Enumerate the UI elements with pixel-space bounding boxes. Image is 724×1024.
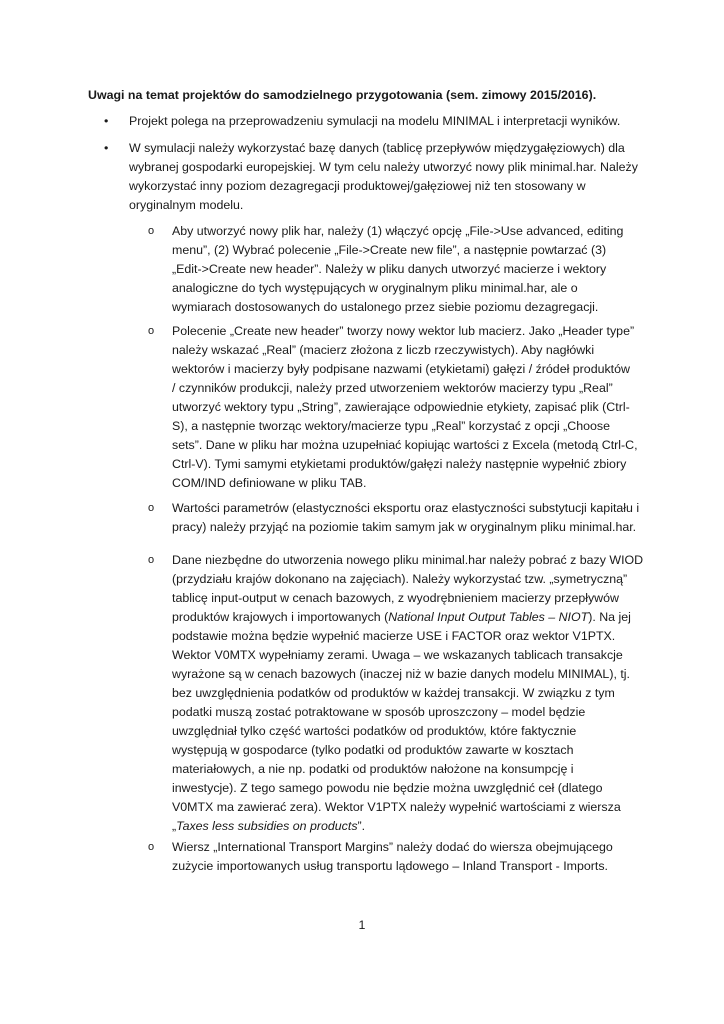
sub-bullet-marker: o	[148, 841, 155, 853]
sub-bullet-marker: o	[148, 554, 155, 566]
sub-bullet-marker: o	[148, 502, 155, 514]
sub-bullet-item	[148, 551, 646, 836]
sub-bullet-item	[148, 838, 646, 876]
sub-bullet-text: Wiersz „International Transport Margins” należy dodać do wiersza obejmującego zużycie importowanych usług transportu lądowego – Inland Transport - Imports.	[172, 840, 613, 873]
sub-bullet-item	[148, 222, 646, 317]
document-title: Uwagi na temat projektów do samodzielnego przygotowania (sem. zimowy 2015/2016).	[88, 88, 597, 102]
bullet-item	[88, 139, 648, 215]
taxes-italic: Taxes less subsidies on products	[176, 819, 358, 833]
niot-italic: National Input Output Tables – NIOT	[388, 610, 589, 624]
sub-bullet-text: Wartości parametrów (elastyczności eksportu oraz elastyczności substytucji kapitału i pracy) należy przyjąć na poziomie takim samym jak w oryginalnym pliku minimal.har.	[172, 501, 640, 534]
sub-bullet-text: Aby utworzyć nowy plik har, należy (1) włączyć opcję „File->Use advanced, editing menu”, (2) Wybrać polecenie „File->Create new file”, a następnie powtarzać (3) „Edit->Create new header”. Należy w pliku danych utworzyć macierze i wektory analogiczne do tych występujących w oryginalnym pliku minimal.har, ale o wymiarach dostosowanych do ustalonego przez siebie poziomu dezagregacji.	[172, 224, 624, 314]
bullet-text: Projekt polega na przeprowadzeniu symulacji na modelu MINIMAL i interpretacji wyników.	[129, 114, 621, 128]
sub-bullet-text: Polecenie „Create new header” tworzy nowy wektor lub macierz. Jako „Header type” należy wskazać „Real” (macierz złożona z liczb rzeczywistych). Aby nagłówki wektorów i macierzy były podpisane nazwami (etykietami) gałęzi / źródeł produktów / czynników produkcji, należy przed utworzeniem wektorów macierzy typu „Real” utworzyć wektory typu „String”, zawierające odpowiednie etykiety, zapisać plik (Ctrl- S), a następnie tworząc wektory/macierze typu „Real” korzystać z opcji „Choose sets”. Dane w pliku har można uzupełniać kopiując wartości z Excela (metodą Ctrl-C, Ctrl-V). Tymi samymi etykietami produktów/gałęzi należy następnie wypełnić zbiory COM/IND definiowane w pliku TAB.	[172, 324, 638, 490]
bullet-item	[88, 112, 648, 131]
bullet-text: W symulacji należy wykorzystać bazę danych (tablicę przepływów międzygałęziowych) dla wybranej gospodarki europejskiej. W tym celu należy utworzyć nowy plik minimal.har. Należy wykorzystać inny poziom dezagregacji produktowej/gałęziowej niż ten stosowany w oryginalnym modelu.	[129, 141, 638, 212]
sub-bullet-item	[148, 499, 646, 537]
sub-bullet-item	[148, 322, 646, 493]
bullet-marker: •	[104, 141, 109, 155]
bullet-marker: •	[104, 114, 109, 128]
sub-bullet-text: Dane niezbędne do utworzenia nowego pliku minimal.har należy pobrać z bazy WIOD (przydziału krajów dokonano na zajęciach). Należy wykorzystać tzw. „symetryczną” tablicę input-output w cenach bazowych, z wyodrębnieniem macierzy przepływów produktów krajowych i importowanych (National Input Output Tables – NIOT). Na jej podstawie można będzie wypełnić macierze USE i FACTOR oraz wektor V1PTX. Wektor V0MTX wypełniamy zerami. Uwaga – we wskazanych tablicach transakcje wyrażone są w cenach bazowych (inaczej niż w bazie danych modelu MINIMAL), tj. bez uwzględnienia podatków od produktów w każdej transakcji. W związku z tym podatki muszą zostać potraktowane w sposób uproszczony – model będzie uwzględniał tylko część wartości podatków od produktów, które faktycznie występują w gospodarce (tylko podatki od produktów zawarte w kosztach materiałowych, a nie np. podatki od produktów nałożone na konsumpcję i inwestycje). Z tego samego powodu nie będzie można uwzględnić ceł (dlatego V0MTX ma zawierać zera). Wektor V1PTX należy wypełnić wartościami z wiersza „Taxes less subsidies on products”.	[172, 553, 644, 833]
page-number: 1	[358, 918, 366, 932]
sub-bullet-marker: o	[148, 325, 155, 337]
sub-bullet-marker: o	[148, 225, 155, 237]
